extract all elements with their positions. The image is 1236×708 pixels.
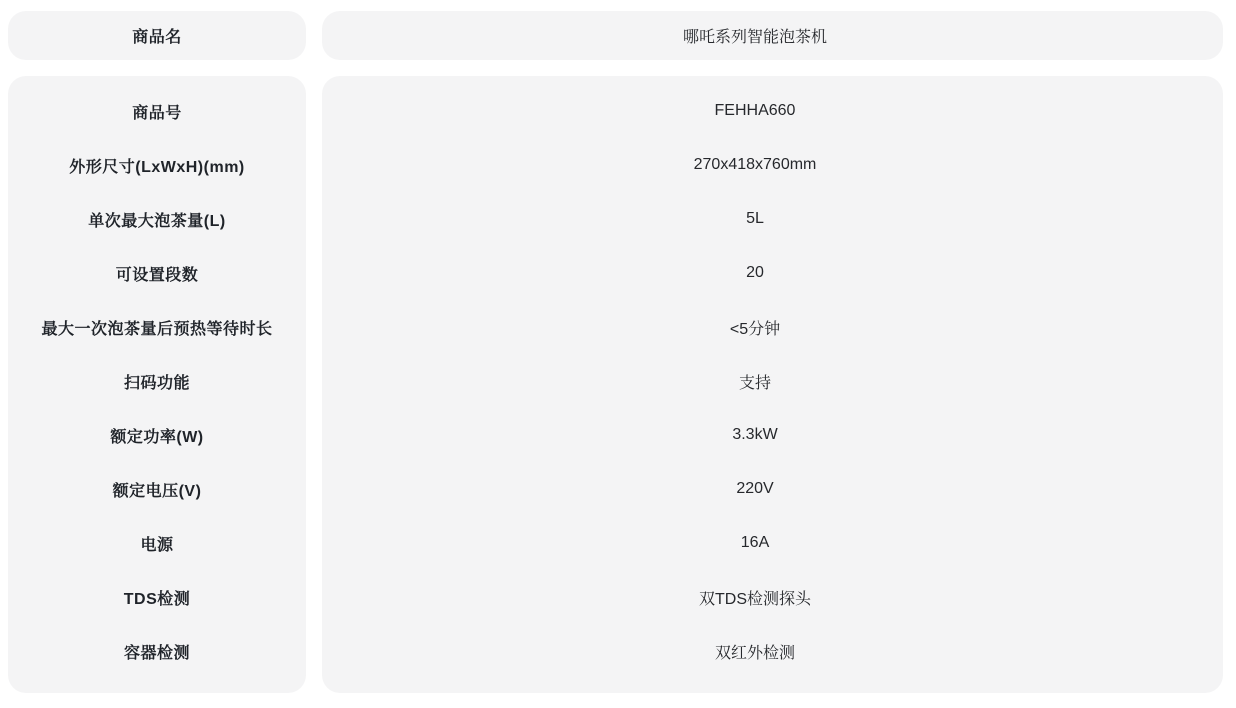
product-spec-table [8,11,1223,693]
product-name-label: 商品名 [132,29,182,46]
spec-value: 支持 [738,374,771,392]
spec-value-cell [322,516,1223,570]
spec-value: 双红外检测 [714,644,795,662]
spec-label: 扫码功能 [123,374,190,392]
spec-value: 双TDS检测探头 [698,590,811,608]
product-name-value: 哪吒系列智能泡茶机 [682,29,827,46]
spec-label: 额定功率(W) [110,428,204,446]
spec-value: 270x418x760mm [693,156,817,173]
spec-value: 5L [746,210,764,227]
spec-header-row [8,11,1223,60]
spec-value-cell [322,246,1223,300]
spec-label-cell [8,192,306,246]
spec-value: 20 [746,264,764,281]
spec-value: 220V [736,480,774,497]
spec-value-cell [322,408,1223,462]
spec-label-cell [8,462,306,516]
spec-label-cell [8,570,306,624]
spec-values-card [322,76,1223,693]
spec-label: 单次最大泡茶量(L) [88,212,226,230]
spec-label: 电源 [140,536,174,554]
spec-value: FEHHA660 [714,102,796,119]
spec-value: 3.3kW [732,426,778,443]
spec-value-cell [322,84,1223,138]
spec-label: 容器检测 [123,644,190,662]
spec-label: 外形尺寸(LxWxH)(mm) [69,158,245,176]
spec-label-cell [8,300,306,354]
spec-label-cell [8,138,306,192]
spec-label: TDS检测 [123,590,191,608]
spec-value-cell [322,300,1223,354]
spec-value-cell [322,570,1223,624]
spec-label-cell [8,516,306,570]
spec-labels-card [8,76,306,693]
spec-label: 额定电压(V) [112,482,202,500]
spec-label-cell [8,354,306,408]
spec-value-cell [322,462,1223,516]
spec-label-cell [8,624,306,678]
spec-body-row [8,76,1223,693]
product-name-label-card [8,11,306,60]
spec-value: 16A [740,534,770,551]
spec-value-cell [322,192,1223,246]
spec-value: <5分钟 [729,320,781,338]
spec-value-cell [322,354,1223,408]
spec-label: 最大一次泡茶量后预热等待时长 [41,320,273,338]
product-name-value-card [322,11,1223,60]
spec-label: 商品号 [132,104,182,122]
spec-label: 可设置段数 [115,266,199,284]
spec-value-cell [322,138,1223,192]
spec-value-cell [322,624,1223,678]
spec-label-cell [8,84,306,138]
spec-label-cell [8,246,306,300]
spec-label-cell [8,408,306,462]
